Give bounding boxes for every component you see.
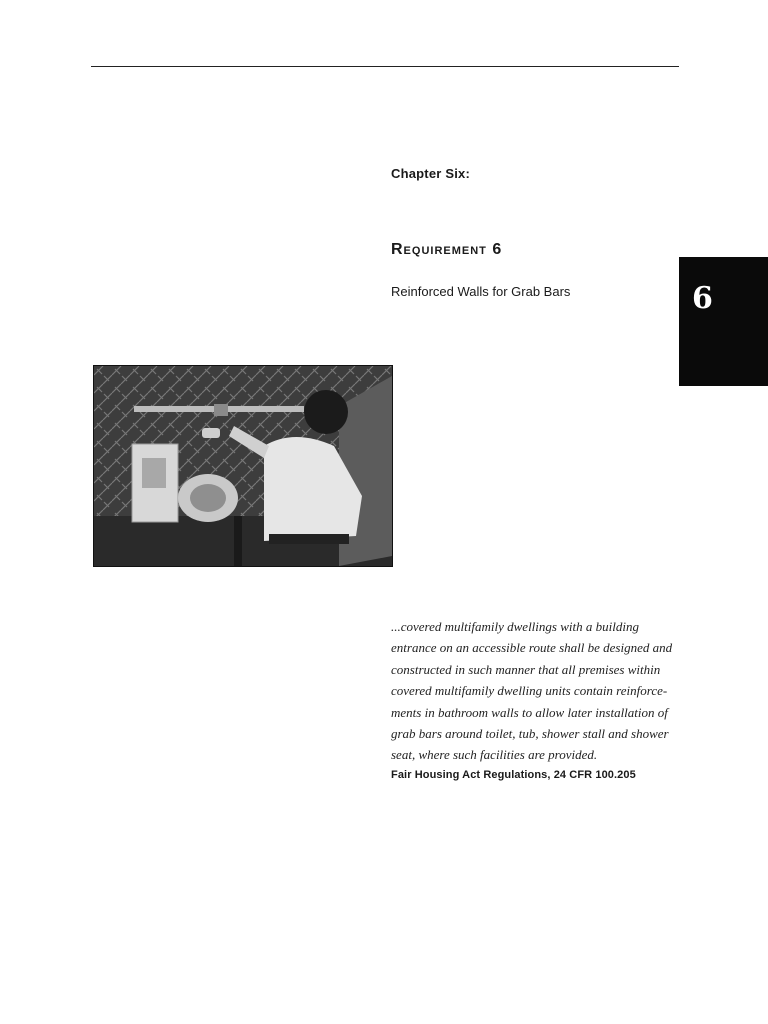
bathroom-photo-image [94,366,392,566]
chapter-tab [679,257,768,386]
quote-text: ...covered multifamily dwellings with a building entrance on an accessible route shall be designed and constructed in such manner that all premises within covered multifamily dwelling units contain reinforce-ments in bathroom walls to allow later installation of grab bars around toilet, tub, shower stall and shower seat, where such facilities are provided. [391,619,673,763]
chapter-tab-number: 6 [692,281,713,316]
header-rule [91,66,679,67]
requirement-heading: Requirement 6 [391,241,503,258]
requirement-subtitle: Reinforced Walls for Grab Bars [391,284,571,299]
quote-citation: Fair Housing Act Regulations, 24 CFR 100.205 [391,769,636,781]
chapter-label: Chapter Six: [391,166,470,181]
bathroom-photo [93,365,393,567]
